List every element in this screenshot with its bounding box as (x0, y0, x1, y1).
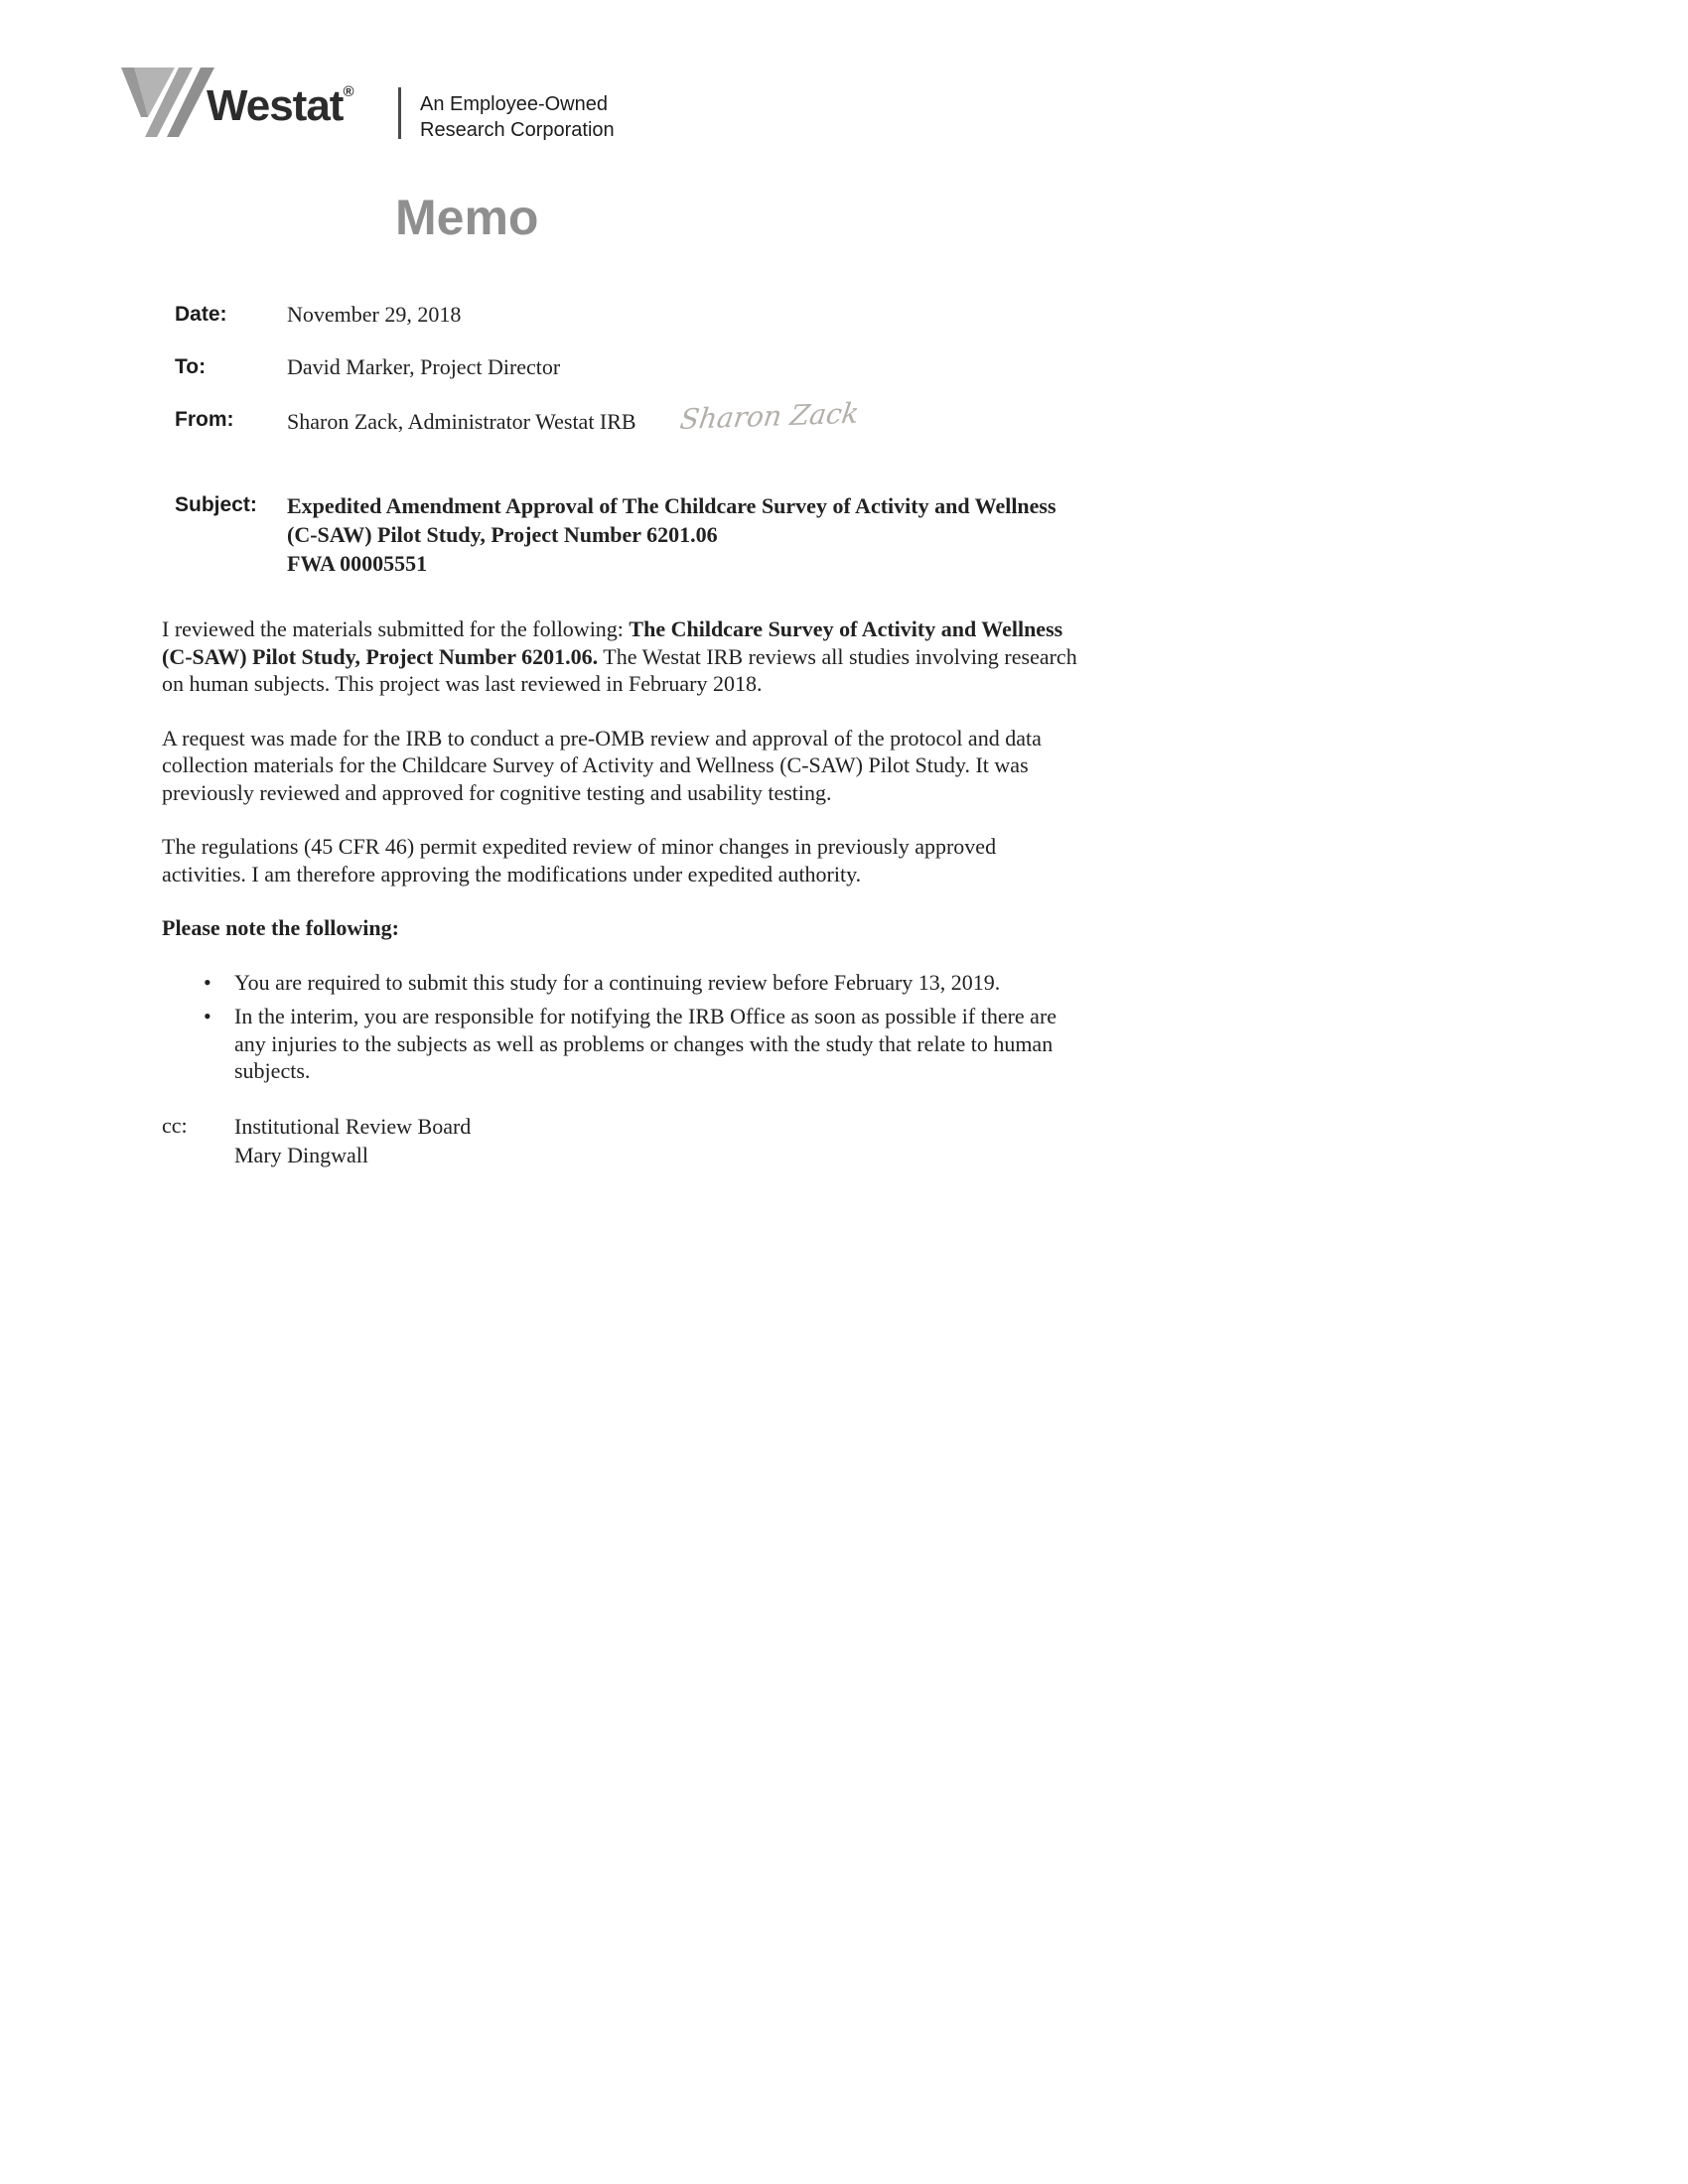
to-row (175, 353, 1168, 381)
paragraph-1-rest: The Westat IRB reviews all studies involving research on human subjects. This project was last reviewed in February 2018. (162, 643, 1077, 696)
memo-header-fields (175, 301, 1168, 603)
list-item (204, 969, 1077, 997)
from-value: Sharon Zack, Administrator Westat IRB (287, 409, 636, 434)
bullet-icon: • (204, 969, 211, 995)
paragraph-3: The regulations (45 CFR 46) permit expedited review of minor changes in previously approved activities. I am therefore approving the modifications under expedited authority. (162, 834, 997, 887)
paragraph-1-study-title: The Childcare Survey of Activity and Wellness (C-SAW) Pilot Study, Project Number 6201.06. (162, 616, 1063, 669)
subject-label: Subject: (175, 493, 257, 516)
bullet-icon: • (204, 1004, 211, 1028)
company-tagline (420, 91, 615, 143)
tagline-line-1: An Employee-Owned (420, 93, 608, 115)
date-label: Date: (175, 303, 227, 326)
cc-recipient-1: Institutional Review Board (234, 1113, 472, 1139)
paragraph-1 (162, 615, 1077, 698)
subject-row (175, 491, 1168, 578)
subject-fwa-number: FWA 00005551 (287, 551, 428, 576)
memo-title: Memo (395, 190, 539, 245)
bullet-text-2: In the interim, you are responsible for notifying the IRB Office as soon as possible if there are any injuries to the subjects as well as problems or changes with the study that relate to human subjects. (234, 1004, 1057, 1083)
brand-wordmark (207, 81, 354, 131)
from-label: From: (175, 408, 234, 431)
registered-mark: ® (343, 83, 354, 100)
memo-body (162, 615, 1077, 1169)
paragraph-1-intro: I reviewed the materials submitted for the following: (162, 616, 630, 641)
paragraph-2: A request was made for the IRB to conduct a pre-OMB review and approval of the protocol and data collection materials for the Childcare Survey of Activity and Wellness (C-SAW) Pilot Study. It was previously reviewed and approved for cognitive testing and usability testing. (162, 725, 1042, 805)
date-row (175, 301, 1168, 329)
bullet-text-1: You are required to submit this study for a continuing review before February 13, 2019. (234, 969, 1001, 995)
cc-label: cc: (162, 1112, 188, 1138)
list-item (204, 1003, 1077, 1085)
from-value-wrap (287, 396, 861, 437)
westat-logo-icon (121, 66, 220, 141)
header-divider (398, 87, 401, 139)
tagline-line-2: Research Corporation (420, 119, 615, 141)
date-value: November 29, 2018 (287, 302, 462, 327)
to-label: To: (175, 355, 207, 378)
brand-name: Westat (207, 81, 344, 130)
subject-value (287, 491, 1071, 578)
cc-block (162, 1112, 1077, 1169)
note-heading: Please note the following: (162, 915, 399, 940)
to-value: David Marker, Project Director (287, 354, 561, 379)
bullet-list (162, 969, 1077, 1085)
subject-text: Expedited Amendment Approval of The Childcare Survey of Activity and Wellness (C-SAW) Pilot Study, Project Number 6201.06 (287, 493, 1056, 547)
cc-recipients (234, 1112, 471, 1169)
cc-recipient-2: Mary Dingwall (234, 1142, 369, 1167)
from-row (175, 396, 1168, 437)
handwritten-signature: Sharon Zack (677, 396, 861, 437)
